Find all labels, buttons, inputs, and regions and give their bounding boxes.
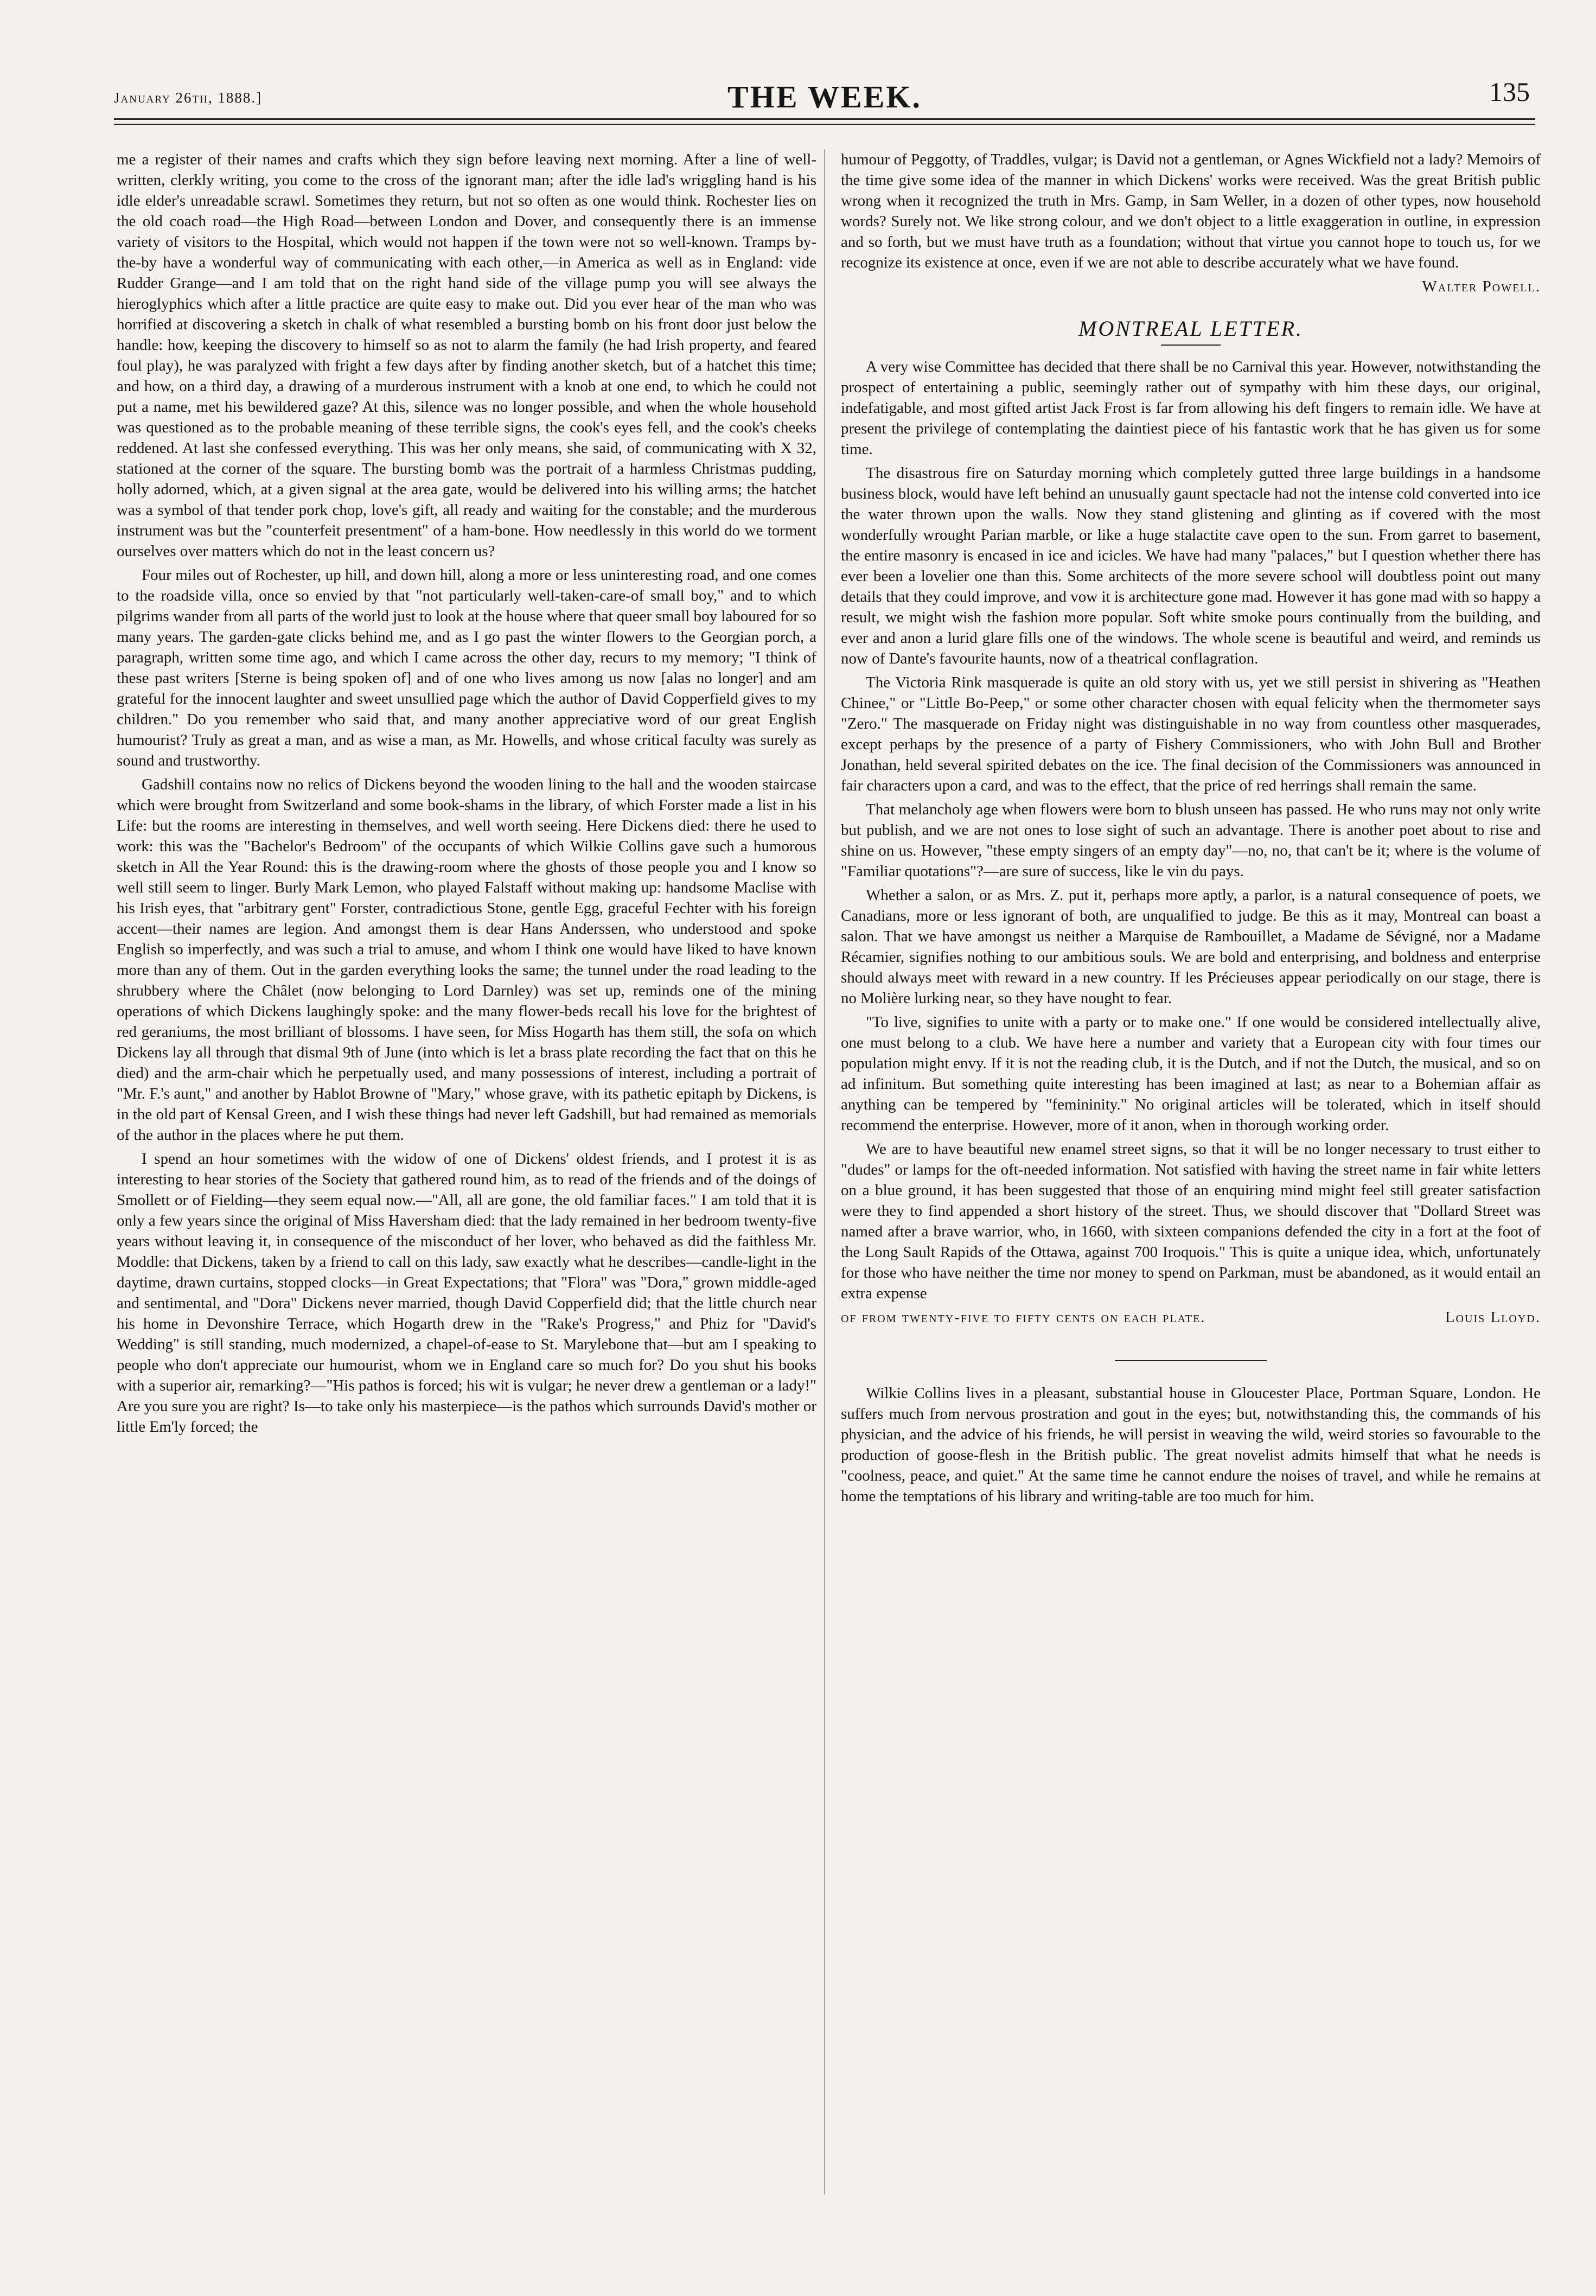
masthead-rule: [114, 118, 1535, 120]
letter-paragraph: That melancholy age when flowers were born to blush unseen has passed. He who runs may not only write but publish, and we are not ones to lose sight of such an advantage. There is another poet about to rise and shine on us. However, "these empty singers of an empty day"—no, no, that can't be it; where is the volume of "Familiar quotations"?—are sure of success, like le vin du pays.: [841, 801, 1541, 880]
letter-paragraph: A very wise Committee has decided that there shall be no Carnival this year. However, notwithstanding the prospect of entertaining a public, seemingly rather out of sympathy with him these days, our original, indefatigable, and most gifted artist Jack Frost is far from allowing his deft fingers to remain idle. We have at present the privilege of contemplating the daintiest piece of his fantastic work that he has given us for some time.: [841, 358, 1541, 458]
author-signature: Louis Lloyd.: [1445, 1309, 1541, 1326]
letter-paragraph: Whether a salon, or as Mrs. Z. put it, perhaps more aptly, a parlor, is a natural consequence of poets, we Canadians, more or less ignorant of both, are unqualified to judge. Be this as it may, Montreal can boast a salon. That we have amongst us neither a Marquise de Rambouillet, a Madame de Sévigné, nor a Madame Récamier, signifies nothing to our ambitious souls. We are bold and enterprising, and boldness and enterprise should always meet with reward in a new country. If les Précieuses appear periodically on our stage, there is no Molière lurking near, so they have nought to fear.: [841, 886, 1541, 1007]
title-rule: [1161, 345, 1221, 346]
right-column: [841, 149, 1541, 2265]
author-signature: Walter Powell.: [1422, 278, 1541, 295]
page-number: 135: [1489, 76, 1530, 107]
issue-date: January 26th, 1888.]: [114, 90, 263, 106]
news-paragraph: Wilkie Collins lives in a pleasant, substantial house in Gloucester Place, Portman Square, London. He suffers much from nervous prostration and gout in the eyes; but, notwithstanding this, the commands of his physician, and the advice of his friends, he will persist in weaving the wild, weird stories so favourable to the production of goose-flesh in the British public. The great novelist admits himself that what he needs is "coolness, peace, and quiet." At the same time he cannot endure the noises of travel, and while he remains at home the temptations of his library and writing-table are too much for him.: [841, 1385, 1541, 1505]
publication-title: THE WEEK.: [727, 79, 922, 114]
masthead: [114, 73, 1535, 117]
left-column: [117, 149, 816, 2265]
article-paragraph: Four miles out of Rochester, up hill, and down hill, along a more or less uninteresting road, and one comes to the roadside villa, once so envied by that "not particularly well-taken-care-of small boy," and to which pilgrims wander from all parts of the world just to look at the house where that queer small boy laboured for so many years. The garden-gate clicks behind me, and as I go past the winter flowers to the Georgian porch, a paragraph, written some time ago, and which I came across the other day, recurs to my memory; "I think of these past writers [Sterne is being spoken of] and of one who lives among us now [alas no longer] and am grateful for the innocent laughter and sweet unsullied page which the author of David Copperfield gives to my children." Do you remember who said that, and many another appreciative word of our great English humourist? Truly as great a man, and as wise a man, as Mr. Howells, and whose critical faculty was surely as sound and trustworthy.: [117, 566, 816, 769]
section-separator: [1115, 1360, 1267, 1361]
masthead-rule-thin: [114, 124, 1535, 125]
column-divider: [824, 149, 825, 2195]
letter-last-line: of from twenty-five to fifty cents on each plate.: [841, 1309, 1206, 1326]
article-paragraph: me a register of their names and crafts which they sign before leaving next morning. After a line of well-written, clerkly writing, you come to the cross of the ignorant man; after the idle lad's wriggling hand is his idle elder's unreadable scrawl. Sometimes they return, but not so often as one would think. Rochester lies on the old coach road—the High Road—between London and Dover, and consequently there is an immense variety of visitors to the Hospital, which would not happen if the town were not so well-known. Tramps by-the-by have a wonderful way of communicating with each other,—in America as well as in England: vide Rudder Grange—and I am told that on the right hand side of the village pump you will see always the hieroglyphics which after a little practice are quite easy to make out. Did you ever hear of the man who was horrified at discovering a sketch in chalk of what resembled a bursting bomb on his front door just below the handle: how, keeping the discovery to himself so as not to alarm the family (he had Irish property, and feared foul play), he was paralyzed with fright a few days after by finding another sketch, but of a hatchet this time; and how, on a third day, a drawing of a murderous instrument with a knob at one end, to which he could not put a name, met his bewildered gaze? At this, silence was no longer possible, and when the whole household was questioned as to the probable meaning of these terrible signs, the cook's eyes fell, and the cook's cheeks reddened. At last she confessed everything. This was her only means, she said, of communicating with X 32, stationed at the corner of the square. The bursting bomb was the portrait of a harmless Christmas pudding, holly adorned, which, at a given signal at the area gate, would be delivered into his willing arms; the hatchet was a symbol of that tender pork chop, love's gift, all ready and waiting for the constable; and the murderous instrument was but the "counterfeit presentment" of a ham-bone. How needlessly in this world do we torment ourselves over matters which do not in the least concern us?: [117, 151, 816, 560]
article-paragraph: I spend an hour sometimes with the widow of one of Dickens' oldest friends, and I protest it is as interesting to hear stories of the Society that gathered round him, as to read of the friends and of the doings of Smollett or of Fielding—they seem equal now.—"All, all are gone, the old familiar faces." I am told that it is only a few years since the original of Miss Haversham died: that the lady remained in her bedroom twenty-five years without leaving it, in consequence of the misconduct of her lover, who behaved as did the faithless Mr. Moddle: that Dickens, taken by a friend to call on this lady, saw exactly what he describes—candle-light in the daytime, drawn curtains, stopped clocks—in Great Expectations; that "Flora" was "Dora," grown middle-aged and sentimental, and "Dora" Dickens never married, though David Copperfield did; that the little church near his home in Devonshire Terrace, which Hogarth drew in the "Rake's Progress," and Phiz for "David's Wedding" is still standing, much modernized, a chapel-of-ease to St. Marylebone that—but am I speaking to people who don't appreciate our humourist, whom we in England care so much for? Do you shut his books with a superior air, remarking?—"His pathos is forced; his wit is vulgar; he never drew a gentleman or a lady!" Are you sure you are right? Is—to take only his masterpiece—is the pathos which surrounds David's mother or little Em'ly forced; the: [117, 1150, 816, 1436]
letter-paragraph: The Victoria Rink masquerade is quite an old story with us, yet we still persist in shivering as "Heathen Chinee," or "Little Bo-Peep," or some other character chosen with equal felicity when the thermometer says "Zero." The masquerade on Friday night was distinguishable in no way from countless other masquerades, except perhaps by the presence of a party of Fishery Commissioners, who with John Bull and Brother Jonathan, held several spirited debates on the ice. The final decision of the Commissioners was announced in fair characters upon a card, and was to the effect, that the price of red herrings shall remain the same.: [841, 674, 1541, 794]
letter-paragraph: "To live, signifies to unite with a party or to make one." If one would be considered intellectually alive, one must belong to a club. We have here a number and variety that a European city with four times our population might envy. If it is not the reading club, it is the Dutch, and if not the Dutch, the musical, and so on ad infinitum. But something quite interesting has been imagined at last; as near to a Bohemian affair as anything can be tempered by "femininity." No original articles will be tolerated, which in itself should recommend the enterprise. However, more of it anon, when in thorough working order.: [841, 1013, 1541, 1134]
letter-closing: [841, 1307, 1541, 1328]
letter-paragraph: We are to have beautiful new enamel street signs, so that it will be no longer necessary to trust either to "dudes" or lamps for the oft-needed information. Not satisfied with having the street name in fair white letters on a blue ground, it has been suggested that those of an enquiring mind might feel still greater satisfaction were they to find appended a short history of the street. Thus, we should discover that "Dollard Street was named after a brave warrior, who, in 1660, with sixteen companions defended the city in a fort at the foot of the Long Sault Rapids of the Ottawa, against 700 Iroquois." This is quite a unique idea, which, unfortunately for those who have neither the time nor money to spend on Parkman, must be abandoned, as it would entail an extra expense: [841, 1140, 1541, 1302]
letter-paragraph: The disastrous fire on Saturday morning which completely gutted three large buildings in a handsome business block, would have left behind an unusually gaunt spectacle had not the intense cold converted into ice the water thrown upon the walls. Now they stand glistening and glinting as if covered with the most wonderfully wrought Parian marble, or like a huge stalactite cave open to the sun. From garret to basement, the entire masonry is encased in ice and icicles. We have had many "palaces," but I question whether there has ever been a lovelier one than this. Some architects of the more severe school will doubtless point out many details that they could improve, and vow it is architecture gone mad. However it has gone mad with so happy a result, we might wish the fashion more popular. Soft white smoke pours continually from the building, and ever and anon a lurid glare fills one of the windows. The whole scene is beautiful and weird, and reminds us now of Dante's favourite haunts, now of a theatrical conflagration.: [841, 464, 1541, 667]
section-title: MONTREAL LETTER.: [1078, 316, 1303, 341]
article-paragraph: Gadshill contains now no relics of Dickens beyond the wooden lining to the hall and the wooden staircase which were brought from Switzerland and some book-shams in the library, of which Forster made a list in his Life: but the rooms are interesting in themselves, and well worth seeing. Here Dickens died: there he used to work: this was the "Bachelor's Bedroom" of the occupants of which Wilkie Collins gave such a humorous sketch in All the Year Round: this is the drawing-room where the ghosts of those people you and I know so well still seem to linger. Burly Mark Lemon, who played Falstaff without making up: handsome Maclise with his Irish eyes, that "arbitrary gent" Forster, contradictious Stone, gentle Egg, graceful Fechter with his foreign accent—their names are legion. And amongst them is dear Hans Anderssen, who understood and spoke English so imperfectly, and was such a trial to amuse, and whom I think one would have liked to have known more than any of them. Out in the garden everything looks the same; the tunnel under the road leading to the shrubbery where the Châlet (now belonging to Lord Darnley) was set up, reminds one of the mining operations of which Dickens laughingly spoke: and the many flower-beds recall his love for the brightest of red geraniums, the most brilliant of blossoms. I have seen, for Miss Hogarth has them still, the sofa on which Dickens lay all through that dismal 9th of June (into which is let a brass plate recording the fact that on this he died) and the arm-chair which he perpetually used, and many possessions of interest, including a portrait of "Mr. F.'s aunt," and another by Hablot Browne of "Mary," whose grave, with its pathetic epitaph by Dickens, is in the old part of Kensal Green, and I wish these things had never left Gadshill, but had remained as memorials of the author in the places where he put them.: [117, 776, 816, 1144]
article-continuation: humour of Peggotty, of Traddles, vulgar; is David not a gentleman, or Agnes Wickfield not a lady? Memoirs of the time give some idea of the manner in which Dickens' works were received. Was the great British public wrong when it recognized the truth in Mrs. Gamp, in Sam Weller, in a dozen of other types, now household words? Surely not. We like strong colour, and we don't object to a little exaggeration in outline, in expression and so forth, but we must have truth as a foundation; without that virtue you cannot hope to touch us, for we recognize its existence at once, even if we are not able to describe accurately what we have found.: [841, 151, 1541, 271]
